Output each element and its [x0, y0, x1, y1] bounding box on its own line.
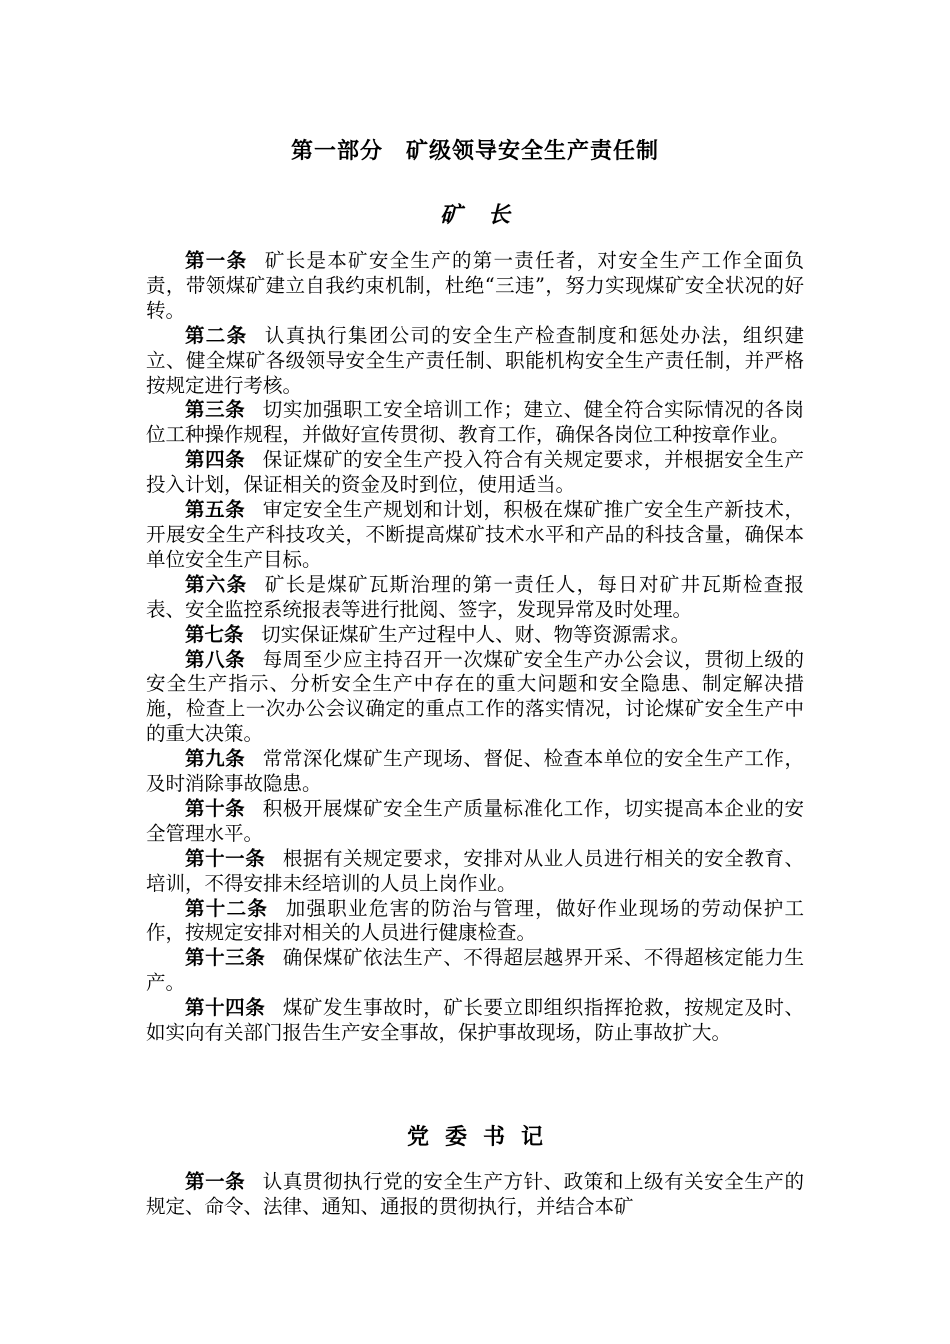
article-text: 审定安全生产规划和计划，积极在煤矿推广安全生产新技术，开展安全生产科技攻关，不断提高煤矿技术水平和产品的科技含量，确保本单位安全生产目标。	[146, 498, 804, 571]
article-number: 第六条	[185, 572, 248, 596]
article-number: 第十一条	[185, 846, 266, 870]
article-text: 确保煤矿依法生产、不得超层越界开采、不得超核定能力生产。	[146, 946, 804, 995]
article-paragraph	[146, 623, 804, 648]
article-text: 积极开展煤矿安全生产质量标准化工作，切实提高本企业的安全管理水平。	[146, 796, 804, 845]
part-title: 第一部分 矿级领导安全生产责任制	[290, 138, 659, 164]
article-number: 第九条	[185, 747, 246, 771]
article-number: 第五条	[185, 498, 246, 522]
article-text: 切实加强职工安全培训工作；建立、健全符合实际情况的各岗位工种操作规程，并做好宣传贯彻、教育工作，确保各岗位工种按章作业。	[146, 398, 804, 447]
article-text: 加强职业危害的防治与管理，做好作业现场的劳动保护工作，按规定安排对相关的人员进行健康检查。	[146, 896, 804, 945]
article-number: 第八条	[185, 647, 246, 671]
article-number: 第一条	[185, 1170, 246, 1193]
section-body-party-secretary	[146, 1170, 804, 1220]
article-number: 第十二条	[185, 896, 269, 920]
article-text: 根据有关规定要求，安排对从业人员进行相关的安全教育、培训，不得安排未经培训的人员上岗作业。	[146, 846, 804, 895]
article-number: 第二条	[185, 323, 248, 347]
section-body-mine-director	[146, 249, 804, 1046]
article-text: 保证煤矿的安全生产投入符合有关规定要求，并根据安全生产投入计划，保证相关的资金及时到位，使用适当。	[146, 448, 804, 497]
article-paragraph	[146, 897, 804, 947]
article-number: 第三条	[185, 398, 246, 422]
article-paragraph	[146, 249, 804, 324]
article-paragraph	[146, 747, 804, 797]
article-paragraph	[146, 398, 804, 448]
article-number: 第十三条	[185, 946, 266, 970]
article-paragraph	[146, 946, 804, 996]
article-paragraph	[146, 573, 804, 623]
article-number: 第十四条	[185, 996, 266, 1020]
article-text: 切实保证煤矿生产过程中人、财、物等资源需求。	[261, 622, 691, 646]
article-number: 第七条	[185, 622, 244, 646]
article-paragraph	[146, 996, 804, 1046]
article-text: 矿长是本矿安全生产的第一责任者，对安全生产工作全面负责，带领煤矿建立自我约束机制，杜绝“三违”，努力实现煤矿安全状况的好转。	[146, 249, 804, 322]
article-text: 常常深化煤矿生产现场、督促、检查本单位的安全生产工作，及时消除事故隐患。	[146, 747, 804, 796]
article-paragraph	[146, 1170, 804, 1220]
article-paragraph	[146, 324, 804, 399]
section-title-mine-director: 矿长	[439, 202, 536, 228]
article-paragraph	[146, 797, 804, 847]
article-text: 每周至少应主持召开一次煤矿安全生产办公会议，贯彻上级的安全生产指示、分析安全生产中存在的重大问题和安全隐患、制定解决措施，检查上一次办公会议确定的重点工作的落实情况，讨论煤矿安全生产中的重大决策。	[146, 647, 804, 746]
article-text: 煤矿发生事故时，矿长要立即组织指挥抢救，按规定及时、如实向有关部门报告生产安全事故，保护事故现场，防止事故扩大。	[146, 996, 804, 1045]
section-title-party-secretary: 党委书记	[406, 1124, 559, 1150]
article-text: 认真执行集团公司的安全生产检查制度和惩处办法，组织建立、健全煤矿各级领导安全生产责任制、职能机构安全生产责任制，并严格按规定进行考核。	[146, 323, 804, 397]
article-paragraph	[146, 648, 804, 748]
article-number: 第四条	[185, 448, 246, 472]
article-number: 第十条	[185, 796, 246, 820]
article-text: 认真贯彻执行党的安全生产方针、政策和上级有关安全生产的规定、命令、法律、通知、通报的贯彻执行，并结合本矿	[146, 1170, 804, 1218]
article-paragraph	[146, 847, 804, 897]
article-number: 第一条	[185, 249, 248, 272]
article-paragraph	[146, 498, 804, 573]
article-paragraph	[146, 448, 804, 498]
article-text: 矿长是煤矿瓦斯治理的第一责任人，每日对矿井瓦斯检查报表、安全监控系统报表等进行批阅、签字，发现异常及时处理。	[146, 572, 804, 621]
